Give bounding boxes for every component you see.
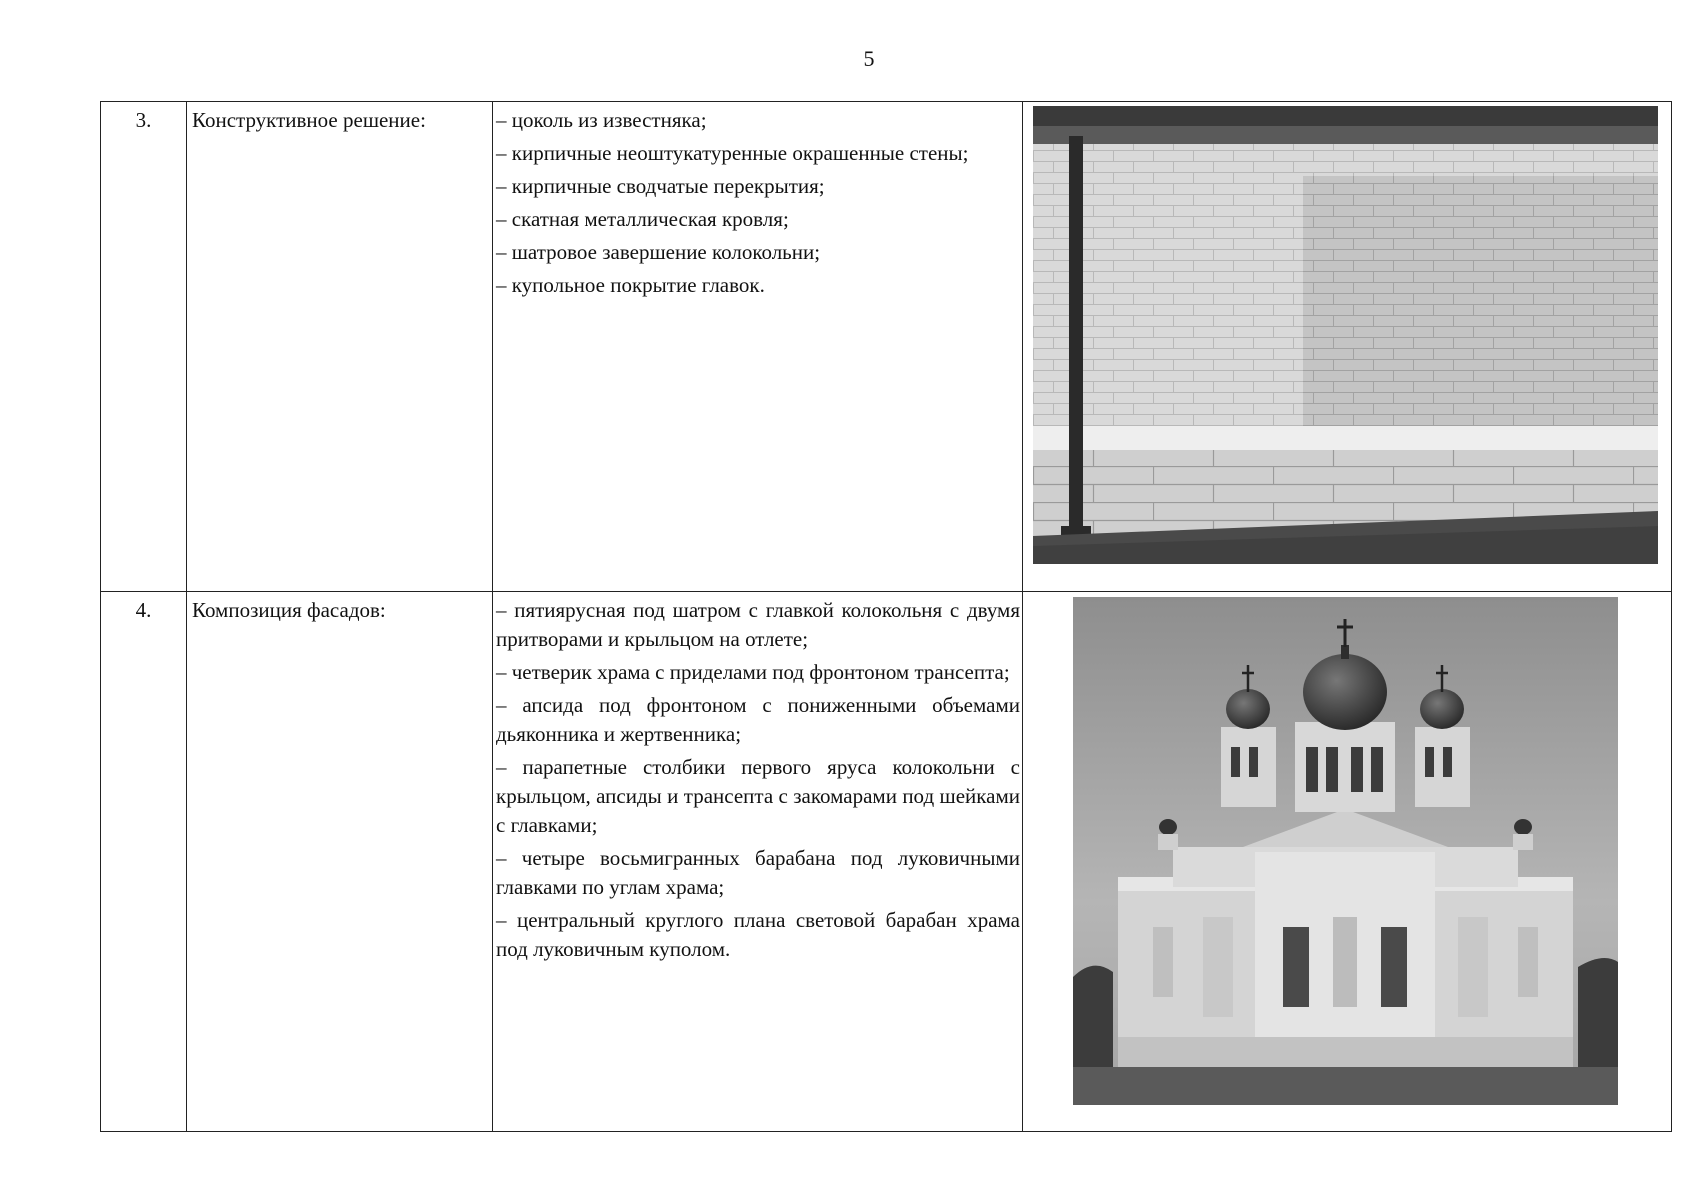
photo-cell xyxy=(1023,102,1672,592)
row-label: Композиция фасадов: xyxy=(187,592,493,1132)
list-item: – четыре восьмигранных барабана под луковичными главками по углам храма; xyxy=(496,845,1020,899)
description-list xyxy=(496,596,1020,964)
page-number: 5 xyxy=(863,46,875,71)
row-number: 3. xyxy=(101,102,187,592)
attributes-table xyxy=(100,101,1672,1132)
row-number: 4. xyxy=(101,592,187,1132)
list-item: – цоколь из известняка; xyxy=(496,108,707,132)
row-description xyxy=(493,592,1023,1132)
list-item: – шатровое завершение колокольни; xyxy=(496,239,821,264)
row-description xyxy=(493,102,1023,592)
list-item: – кирпичные неоштукатуренные окрашенные стены; xyxy=(496,140,969,165)
list-item: – кирпичные сводчатые перекрытия; xyxy=(496,173,825,198)
list-item: – апсида под фронтоном с пониженными объемами дьяконника и жертвенника; xyxy=(496,692,1020,746)
list-item: – четверик храма с приделами под фронтоном трансепта; xyxy=(496,659,1010,684)
photo-cell xyxy=(1023,592,1672,1132)
list-item: – купольное покрытие главок. xyxy=(496,272,765,297)
church-photo xyxy=(1073,597,1618,1105)
table-row xyxy=(101,592,1672,1132)
row-label: Конструктивное решение: xyxy=(187,102,493,592)
list-item: – центральный круглого плана световой барабан храма под луковичным куполом. xyxy=(496,907,1020,961)
table-row xyxy=(101,102,1672,592)
list-item: – парапетные столбики первого яруса колокольни с крыльцом, апсиды и трансепта с закомарами под шейками с главками; xyxy=(496,754,1020,837)
wall-photo xyxy=(1033,106,1658,564)
list-item: – скатная металлическая кровля; xyxy=(496,206,789,231)
description-list xyxy=(496,106,1020,300)
list-item: – пятиярусная под шатром с главкой колокольня с двумя притворами и крыльцом на отлете; xyxy=(496,598,1020,651)
